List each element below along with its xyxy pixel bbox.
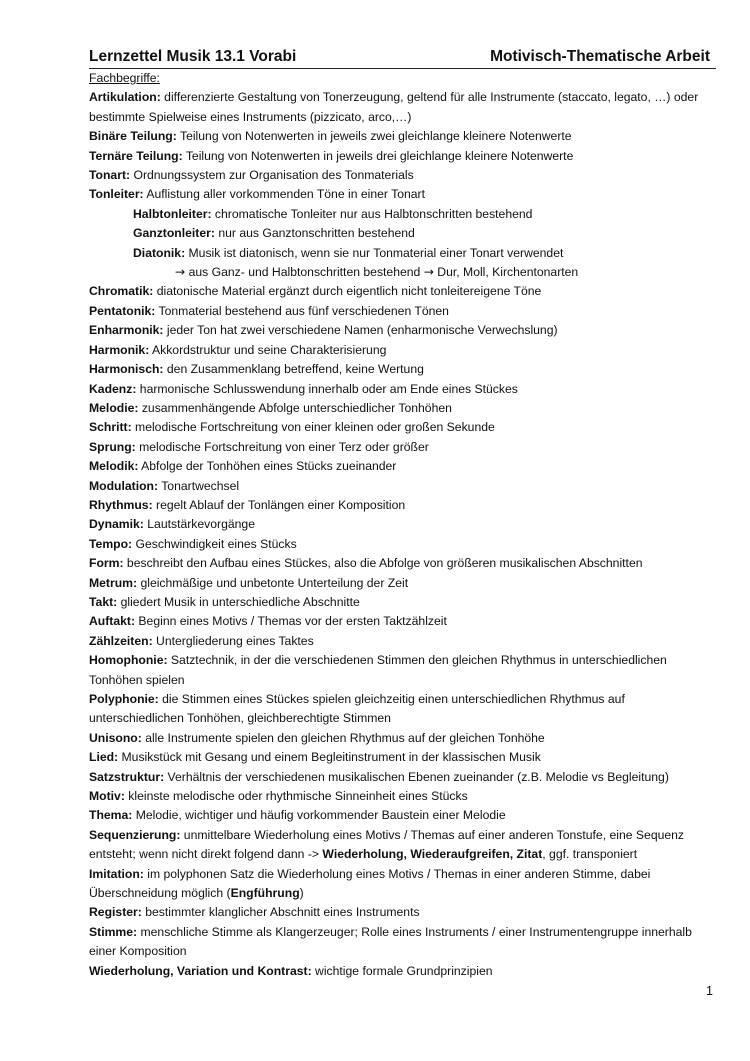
definition: Teilung von Notenwerten in jeweils drei gleichlange kleinere Notenwerte [182, 148, 574, 163]
document-topic: Motivisch-Thematische Arbeit [490, 48, 710, 65]
term: Tempo: [89, 536, 133, 551]
definition-tail: ) [299, 886, 304, 901]
definition: die Stimmen eines Stückes spielen gleichzeitig einen unterschiedlichen Rhythmus auf unterschiedlichen Tonhöhen, gleichberechtigte Stimmen [89, 692, 625, 726]
glossary-entry [89, 806, 719, 825]
definition: gleichmäßige und unbetonte Unterteilung der Zeit [137, 575, 409, 590]
definition: Akkordstruktur und seine Charakterisierung [149, 342, 387, 357]
term: Dynamik: [89, 517, 144, 532]
definition: Beginn eines Motivs / Themas vor der ersten Taktzählzeit [135, 614, 447, 629]
note-text: aus Ganz- und Halbtonschritten bestehend [185, 265, 424, 280]
glossary-entry [89, 535, 719, 554]
definition: zusammenhängende Abfolge unterschiedlicher Tonhöhen [138, 400, 452, 415]
page-header [89, 48, 716, 69]
glossary-entry [89, 438, 719, 457]
glossary-entry [89, 632, 719, 651]
glossary-entry [89, 593, 719, 612]
definition: Satztechnik, in der die verschiedenen Stimmen den gleichen Rhythmus in unterschiedlichen Tonhöhen spielen [89, 653, 667, 687]
term: Thema: [89, 808, 133, 823]
term: Register: [89, 905, 142, 920]
glossary-note [89, 263, 719, 282]
term: Sequenzierung: [89, 827, 181, 842]
term: Artikulation: [89, 90, 161, 105]
definition: Tonmaterial bestehend aus fünf verschiedenen Tönen [155, 303, 449, 318]
glossary-entry [89, 787, 719, 806]
definition-tail: , ggf. transponiert [542, 847, 638, 862]
glossary-entry [89, 399, 719, 418]
definition: Musik ist diatonisch, wenn sie nur Tonmaterial einer Tonart verwendet [185, 245, 564, 260]
glossary-entry [89, 496, 719, 515]
glossary-entry [89, 574, 719, 593]
definition: wichtige formale Grundprinzipien [311, 963, 493, 978]
term: Tonart: [89, 168, 131, 183]
term: Chromatik: [89, 284, 154, 299]
glossary-entry [89, 903, 719, 922]
term: Takt: [89, 594, 118, 609]
glossary-entry [89, 282, 719, 301]
definition: nur aus Ganztonschritten bestehend [214, 226, 415, 241]
term: Polyphonie: [89, 692, 159, 706]
definition: harmonische Schlusswendung innerhalb oder am Ende eines Stückes [136, 381, 518, 396]
document-title: Lernzettel Musik 13.1 Vorabi [89, 48, 297, 65]
term: Motiv: [89, 789, 125, 804]
term: Stimme: [89, 924, 138, 939]
glossary-entry [89, 612, 719, 631]
glossary-entry [89, 88, 719, 127]
definition: melodische Fortschreitung von einer kleinen oder großen Sekunde [131, 420, 495, 435]
term: Wiederholung, Variation und Kontrast: [89, 963, 312, 978]
glossary-entry [89, 185, 719, 204]
definition: Melodie, wichtiger und häufig vorkommender Baustein einer Melodie [132, 808, 506, 823]
term: Unisono: [89, 730, 142, 745]
glossary-entry [89, 554, 719, 573]
definition: Verhältnis der verschiedenen musikalischen Ebenen zueinander (z.B. Melodie vs Begleitung) [164, 769, 669, 784]
term: Binäre Teilung: [89, 129, 177, 144]
definition: differenzierte Gestaltung von Tonerzeugung, geltend für alle Instrumente (staccato, legato, …) oder bestimmte Spielweise eines Instruments (pizzicato, arco,…) [89, 90, 699, 124]
term: Auftakt: [89, 614, 136, 629]
arrow-right-icon: → [423, 265, 434, 280]
glossary-entry [89, 923, 719, 962]
term: Homophonie: [89, 653, 168, 668]
term: Melodik: [89, 459, 139, 474]
glossary-subentry [89, 224, 719, 243]
term: Rhythmus: [89, 497, 153, 512]
definition: Untergliederung eines Taktes [152, 633, 314, 648]
arrow-right-icon: → [175, 265, 186, 280]
glossary-entry [89, 166, 719, 185]
term: Form: [89, 556, 124, 571]
glossary-entry [89, 477, 719, 496]
related-terms: Engführung [230, 886, 300, 901]
term: Modulation: [89, 478, 159, 493]
term: Tonleiter: [89, 187, 144, 202]
definition: Ordnungssystem zur Organisation des Tonmaterials [130, 168, 414, 183]
section-title: Fachbegriffe: [89, 71, 160, 85]
definition: diatonische Material ergänzt durch eigentlich nicht tonleitereigene Töne [153, 284, 542, 299]
definition: chromatische Tonleiter nur aus Halbtonschritten bestehend [211, 206, 533, 221]
definition: gliedert Musik in unterschiedliche Abschnitte [117, 594, 360, 609]
glossary-entry [89, 768, 719, 787]
definition: melodische Fortschreitung von einer Terz oder größer [135, 439, 429, 454]
term: Halbtonleiter: [133, 206, 212, 221]
page-number: 1 [706, 984, 713, 998]
glossary [89, 69, 719, 981]
glossary-entry [89, 729, 719, 748]
definition: den Zusammenklang betreffend, keine Wertung [163, 362, 424, 377]
glossary-entry [89, 380, 719, 399]
term: Harmonik: [89, 342, 150, 357]
term: Lied: [89, 750, 119, 765]
definition: im polyphonen Satz die Wiederholung eines Motivs / Themas in einer anderen Stimme, dabei Überschneidung möglich ( [89, 866, 651, 901]
glossary-entry [89, 690, 719, 729]
definition: Lautstärkevorgänge [143, 517, 255, 532]
term: Ternäre Teilung: [89, 148, 183, 163]
glossary-entry [89, 748, 719, 767]
glossary-entry [89, 127, 719, 146]
term: Kadenz: [89, 381, 137, 396]
definition: Auflistung aller vorkommenden Töne in einer Tonart [143, 187, 426, 202]
definition: regelt Ablauf der Tonlängen einer Komposition [152, 497, 406, 512]
term: Melodie: [89, 400, 139, 415]
glossary-entry [89, 515, 719, 534]
term: Pentatonik: [89, 303, 156, 318]
definition: menschliche Stimme als Klangerzeuger; Rolle eines Instruments / einer Instrumentengruppe innerhalb einer Komposition [89, 924, 692, 959]
glossary-entry [89, 826, 719, 865]
glossary-entry [89, 360, 719, 379]
definition: Tonartwechsel [158, 478, 240, 493]
term: Imitation: [89, 866, 144, 881]
term: Ganztonleiter: [133, 226, 215, 241]
term: Schritt: [89, 420, 132, 435]
definition: beschreibt den Aufbau eines Stückes, also die Abfolge von größeren musikalischen Abschnitten [123, 556, 643, 571]
glossary-entry [89, 962, 719, 981]
definition: alle Instrumente spielen den gleichen Rhythmus auf der gleichen Tonhöhe [141, 730, 545, 745]
note-text: Dur, Moll, Kirchentonarten [433, 265, 579, 280]
definition: unmittelbare Wiederholung eines Motivs / Themas auf einer anderen Tonstufe, eine Sequenz entsteht; wenn nicht direkt folgend dann -> [89, 827, 685, 862]
glossary-entry [89, 651, 719, 690]
term: Zählzeiten: [89, 633, 153, 648]
glossary-subentry [89, 205, 719, 224]
term: Sprung: [89, 439, 136, 454]
glossary-entry [89, 457, 719, 476]
term: Harmonisch: [89, 362, 164, 377]
glossary-entry [89, 321, 719, 340]
term: Enharmonik: [89, 323, 164, 338]
definition: bestimmter klanglicher Abschnitt eines Instruments [141, 905, 420, 920]
definition: kleinste melodische oder rhythmische Sinneinheit eines Stücks [124, 789, 468, 804]
glossary-entry [89, 341, 719, 360]
definition: Abfolge der Tonhöhen eines Stücks zueinander [138, 459, 397, 474]
glossary-entry [89, 302, 719, 321]
definition: jeder Ton hat zwei verschiedene Namen (enharmonische Verwechslung) [163, 323, 558, 338]
term: Diatonik: [133, 245, 186, 260]
glossary-entry [89, 865, 719, 904]
glossary-subentry [89, 244, 719, 263]
glossary-entry [89, 418, 719, 437]
glossary-entry [89, 147, 719, 166]
definition: Geschwindigkeit eines Stücks [132, 536, 297, 551]
related-terms: Wiederholung, Wiederaufgreifen, Zitat [322, 847, 543, 862]
definition: Musikstück mit Gesang und einem Begleitinstrument in der klassischen Musik [118, 750, 541, 765]
definition: Teilung von Notenwerten in jeweils zwei gleichlange kleinere Notenwerte [176, 129, 572, 144]
term: Satzstruktur: [89, 769, 165, 784]
term: Metrum: [89, 575, 138, 590]
